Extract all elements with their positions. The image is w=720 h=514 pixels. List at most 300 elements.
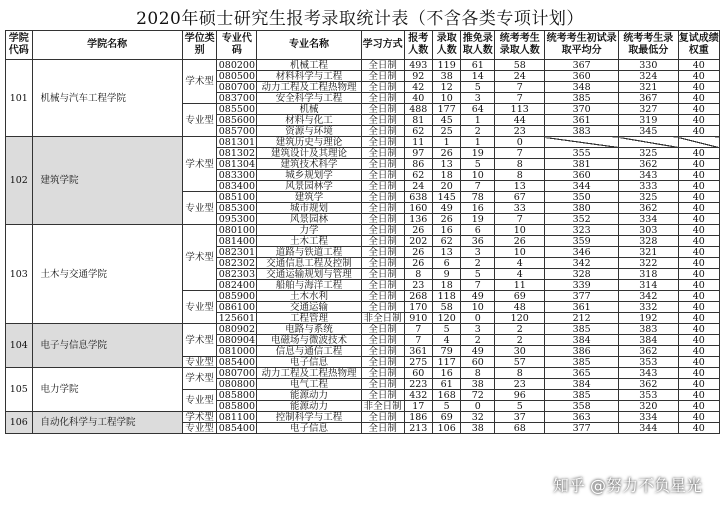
college-code: 102 [6, 137, 33, 225]
major-name: 风景园林学 [257, 181, 361, 192]
avg-score: 352 [545, 214, 619, 225]
admitted: 13 [432, 247, 460, 258]
weight: 40 [678, 104, 719, 115]
exam-admitted: 11 [495, 280, 545, 291]
exam-admitted: 57 [495, 357, 545, 368]
major-code: 085600 [218, 114, 255, 126]
admitted: 79 [432, 346, 460, 357]
min-score: 342 [619, 291, 679, 302]
major-code: 080700 [218, 81, 255, 93]
avg-score: 385 [545, 93, 619, 104]
table-row [6, 60, 720, 71]
exam-admitted: 10 [495, 247, 545, 258]
applicants: 213 [404, 423, 432, 434]
major-code: 083400 [218, 180, 255, 192]
min-score: 322 [619, 258, 679, 269]
table-row [6, 324, 720, 335]
avg-score: 365 [545, 368, 619, 379]
avg-score: 384 [545, 379, 619, 390]
major-name: 电子信息 [257, 357, 361, 368]
recommended: 5 [461, 82, 495, 93]
avg-score: 344 [545, 181, 619, 192]
avg-score: 383 [545, 126, 619, 137]
avg-score: 386 [545, 346, 619, 357]
min-score: 321 [619, 247, 679, 258]
header-exam-admitted: 统考考生录取人数 [495, 31, 545, 60]
exam-admitted: 30 [495, 346, 545, 357]
study-mode: 全日制 [361, 203, 404, 214]
major-code: 082302 [218, 257, 255, 269]
weight: 40 [678, 247, 719, 258]
weight: 40 [678, 60, 719, 71]
table-title: 2020年硕士研究生报考录取统计表（不含各类专项计划） [136, 9, 584, 29]
major-code: 082301 [218, 246, 255, 258]
study-mode: 全日制 [361, 280, 404, 291]
avg-score: 384 [545, 335, 619, 346]
avg-score: 358 [545, 401, 619, 412]
major-name: 能源动力 [257, 401, 361, 412]
study-mode: 全日制 [361, 126, 404, 137]
weight: 40 [678, 82, 719, 93]
study-mode: 全日制 [361, 192, 404, 203]
admitted: 9 [432, 269, 460, 280]
admitted: 119 [432, 60, 460, 71]
recommended: 60 [461, 357, 495, 368]
applicants: 60 [404, 368, 432, 379]
min-score: 319 [619, 115, 679, 126]
recommended: 19 [461, 214, 495, 225]
weight: 40 [678, 115, 719, 126]
weight: 40 [678, 269, 719, 280]
admitted: 18 [432, 170, 460, 181]
degree-type: 专业型 [182, 357, 217, 368]
avg-score: 355 [545, 148, 619, 159]
study-mode: 全日制 [361, 335, 404, 346]
major-code: 080904 [218, 334, 255, 346]
avg-score: 360 [545, 170, 619, 181]
degree-type: 学术型 [182, 137, 217, 192]
major-code: 085400 [218, 422, 255, 434]
study-mode: 非全日制 [361, 401, 404, 412]
recommended: 1 [461, 137, 495, 148]
admitted: 120 [432, 313, 460, 324]
avg-score: 360 [545, 71, 619, 82]
exam-admitted: 13 [495, 181, 545, 192]
major-name: 机械 [257, 104, 361, 115]
major-name: 动力工程及工程热物理 [257, 368, 361, 379]
major-code: 085700 [218, 125, 255, 137]
major-name: 能源动力 [257, 390, 361, 401]
admitted: 16 [432, 225, 460, 236]
study-mode: 全日制 [361, 423, 404, 434]
applicants: 24 [404, 181, 432, 192]
study-mode: 全日制 [361, 291, 404, 302]
admission-table [5, 30, 720, 434]
watermark: 知乎 @努力不负星光 [552, 476, 702, 495]
study-mode: 全日制 [361, 247, 404, 258]
avg-score: 361 [545, 115, 619, 126]
study-mode: 全日制 [361, 302, 404, 313]
exam-admitted: 68 [495, 423, 545, 434]
exam-admitted: 7 [495, 214, 545, 225]
weight: 40 [678, 93, 719, 104]
recommended: 5 [461, 269, 495, 280]
applicants: 11 [404, 137, 432, 148]
weight: 40 [678, 170, 719, 181]
study-mode: 全日制 [361, 357, 404, 368]
admitted: 5 [432, 324, 460, 335]
avg-score: 328 [545, 269, 619, 280]
recommended: 3 [461, 324, 495, 335]
recommended: 3 [461, 247, 495, 258]
weight: 40 [678, 335, 719, 346]
admitted: 62 [432, 236, 460, 247]
recommended: 32 [461, 412, 495, 423]
min-score: 353 [619, 357, 679, 368]
header-admitted: 录取人数 [432, 31, 460, 60]
applicants: 62 [404, 170, 432, 181]
applicants: 910 [404, 313, 432, 324]
major-name: 电路与系统 [257, 324, 361, 335]
major-name: 建筑历史与理论 [257, 137, 361, 148]
weight: 40 [678, 401, 719, 412]
exam-admitted: 96 [495, 390, 545, 401]
major-code: 085800 [218, 400, 255, 412]
admitted: 1 [432, 137, 460, 148]
college-name: 电力学院 [32, 368, 182, 412]
recommended: 36 [461, 236, 495, 247]
admitted: 117 [432, 357, 460, 368]
weight: 40 [678, 148, 719, 159]
exam-admitted: 8 [495, 368, 545, 379]
college-name: 土木与交通学院 [32, 225, 182, 324]
college-code: 104 [6, 324, 33, 368]
exam-admitted: 7 [495, 82, 545, 93]
applicants: 488 [404, 104, 432, 115]
header-row [6, 31, 720, 60]
header-applicants: 报考人数 [404, 31, 432, 60]
min-score: 344 [619, 423, 679, 434]
admitted: 69 [432, 412, 460, 423]
weight: 40 [678, 302, 719, 313]
weight: 40 [678, 346, 719, 357]
recommended: 7 [461, 280, 495, 291]
avg-score: 363 [545, 412, 619, 423]
major-name: 机械工程 [257, 60, 361, 71]
admitted: 118 [432, 291, 460, 302]
major-code: 081100 [218, 411, 255, 423]
min-score: 325 [619, 192, 679, 203]
avg-score: 339 [545, 280, 619, 291]
applicants: 8 [404, 269, 432, 280]
study-mode: 全日制 [361, 148, 404, 159]
min-score: 328 [619, 236, 679, 247]
major-name: 建筑技术科学 [257, 159, 361, 170]
applicants: 17 [404, 401, 432, 412]
study-mode: 全日制 [361, 258, 404, 269]
weight: 40 [678, 280, 719, 291]
weight: 40 [678, 379, 719, 390]
header-min-score: 统考考生录取最低分 [619, 31, 679, 60]
study-mode: 全日制 [361, 368, 404, 379]
study-mode: 全日制 [361, 390, 404, 401]
exam-admitted: 113 [495, 104, 545, 115]
header-weight: 复试成绩权重 [678, 31, 719, 60]
header-college-name: 学院名称 [32, 31, 182, 60]
avg-score: 385 [545, 390, 619, 401]
major-code: 081301 [218, 136, 255, 148]
min-score: 327 [619, 104, 679, 115]
min-score: 345 [619, 126, 679, 137]
major-code: 082400 [218, 279, 255, 291]
min-score: 343 [619, 170, 679, 181]
weight: 40 [678, 203, 719, 214]
avg-score: 350 [545, 192, 619, 203]
recommended: 1 [461, 115, 495, 126]
min-score: 332 [619, 302, 679, 313]
exam-admitted: 7 [495, 93, 545, 104]
degree-type: 学术型 [182, 368, 217, 390]
weight: 40 [678, 423, 719, 434]
table-row [6, 137, 720, 148]
weight: 40 [678, 291, 719, 302]
exam-admitted: 23 [495, 379, 545, 390]
exam-admitted: 4 [495, 269, 545, 280]
applicants: 170 [404, 302, 432, 313]
major-name: 交通运输 [257, 302, 361, 313]
min-score: 362 [619, 379, 679, 390]
applicants: 97 [404, 148, 432, 159]
recommended: 49 [461, 291, 495, 302]
admitted: 61 [432, 379, 460, 390]
avg-score: 385 [545, 357, 619, 368]
avg-score: 323 [545, 225, 619, 236]
major-code: 081304 [218, 158, 255, 170]
applicants: 223 [404, 379, 432, 390]
recommended: 0 [461, 401, 495, 412]
min-score: 330 [619, 60, 679, 71]
study-mode: 全日制 [361, 115, 404, 126]
major-code: 081000 [218, 345, 255, 357]
college-name: 建筑学院 [32, 137, 182, 225]
study-mode: 全日制 [361, 93, 404, 104]
admitted: 26 [432, 148, 460, 159]
recommended: 0 [461, 313, 495, 324]
admitted: 12 [432, 82, 460, 93]
major-name: 工程管理 [257, 313, 361, 324]
major-code: 080902 [218, 323, 255, 335]
applicants: 493 [404, 60, 432, 71]
study-mode: 非全日制 [361, 313, 404, 324]
major-code: 085500 [218, 103, 255, 115]
admitted: 13 [432, 159, 460, 170]
admitted: 45 [432, 115, 460, 126]
major-code: 080500 [218, 70, 255, 82]
applicants: 40 [404, 93, 432, 104]
avg-score [545, 137, 619, 148]
major-code: 081302 [218, 147, 255, 159]
admitted: 10 [432, 93, 460, 104]
exam-admitted: 26 [495, 236, 545, 247]
min-score: 325 [619, 148, 679, 159]
admitted: 5 [432, 401, 460, 412]
major-name: 电气工程 [257, 379, 361, 390]
major-name: 电子信息 [257, 423, 361, 434]
applicants: 62 [404, 126, 432, 137]
min-score: 321 [619, 82, 679, 93]
college-code: 103 [6, 225, 33, 324]
applicants: 361 [404, 346, 432, 357]
admitted: 168 [432, 390, 460, 401]
major-code: 083700 [218, 92, 255, 104]
weight: 40 [678, 71, 719, 82]
recommended: 16 [461, 203, 495, 214]
admitted: 177 [432, 104, 460, 115]
weight: 40 [678, 126, 719, 137]
min-score: 362 [619, 203, 679, 214]
weight: 40 [678, 236, 719, 247]
avg-score: 370 [545, 104, 619, 115]
major-code: 080100 [218, 224, 255, 236]
degree-type: 学术型 [182, 60, 217, 104]
applicants: 86 [404, 159, 432, 170]
recommended: 38 [461, 423, 495, 434]
avg-score: 385 [545, 324, 619, 335]
major-name: 材料科学与工程 [257, 71, 361, 82]
exam-admitted: 8 [495, 159, 545, 170]
exam-admitted: 8 [495, 170, 545, 181]
header-recommended: 推免录取人数 [461, 31, 495, 60]
header-avg-score: 统考考生初试录取平均分 [545, 31, 619, 60]
exam-admitted: 58 [495, 60, 545, 71]
min-score: 367 [619, 93, 679, 104]
admitted: 18 [432, 280, 460, 291]
applicants: 26 [404, 225, 432, 236]
major-name: 控制科学与工程 [257, 412, 361, 423]
major-code: 080800 [218, 378, 255, 390]
avg-score: 361 [545, 302, 619, 313]
degree-type: 专业型 [182, 192, 217, 225]
major-code: 085100 [218, 191, 255, 203]
study-mode: 全日制 [361, 225, 404, 236]
exam-admitted: 2 [495, 324, 545, 335]
degree-type: 学术型 [182, 324, 217, 357]
min-score: 362 [619, 159, 679, 170]
major-code: 080200 [218, 59, 255, 71]
applicants: 275 [404, 357, 432, 368]
admitted: 49 [432, 203, 460, 214]
weight: 40 [678, 390, 719, 401]
recommended: 7 [461, 181, 495, 192]
applicants: 136 [404, 214, 432, 225]
applicants: 638 [404, 192, 432, 203]
study-mode: 全日制 [361, 379, 404, 390]
admitted: 16 [432, 368, 460, 379]
min-score: 353 [619, 390, 679, 401]
min-score: 384 [619, 335, 679, 346]
header-major-code: 专业代码 [217, 31, 257, 60]
exam-admitted: 2 [495, 335, 545, 346]
header-college-code: 学院代码 [6, 31, 33, 60]
min-score: 318 [619, 269, 679, 280]
major-code: 086100 [218, 301, 255, 313]
recommended: 2 [461, 258, 495, 269]
recommended: 10 [461, 302, 495, 313]
major-name: 材料与化工 [257, 115, 361, 126]
avg-score: 367 [545, 60, 619, 71]
avg-score: 377 [545, 291, 619, 302]
study-mode: 全日制 [361, 104, 404, 115]
weight: 40 [678, 192, 719, 203]
college-name: 电子与信息学院 [32, 324, 182, 368]
exam-admitted: 23 [495, 126, 545, 137]
recommended: 78 [461, 192, 495, 203]
applicants: 26 [404, 247, 432, 258]
applicants: 81 [404, 115, 432, 126]
recommended: 8 [461, 368, 495, 379]
avg-score: 212 [545, 313, 619, 324]
exam-admitted: 33 [495, 203, 545, 214]
weight: 40 [678, 313, 719, 324]
major-name: 土木水利 [257, 291, 361, 302]
min-score: 334 [619, 412, 679, 423]
major-name: 交通信息工程及控制 [257, 258, 361, 269]
recommended: 6 [461, 225, 495, 236]
weight: 40 [678, 225, 719, 236]
weight: 40 [678, 357, 719, 368]
recommended: 5 [461, 159, 495, 170]
exam-admitted: 67 [495, 192, 545, 203]
min-score: 314 [619, 280, 679, 291]
exam-admitted: 10 [495, 225, 545, 236]
applicants: 7 [404, 324, 432, 335]
avg-score: 342 [545, 258, 619, 269]
weight: 40 [678, 412, 719, 423]
exam-admitted: 5 [495, 401, 545, 412]
recommended: 2 [461, 335, 495, 346]
admitted: 38 [432, 71, 460, 82]
min-score: 333 [619, 181, 679, 192]
exam-admitted: 7 [495, 148, 545, 159]
study-mode: 全日制 [361, 159, 404, 170]
recommended: 3 [461, 93, 495, 104]
major-name: 城乡规划学 [257, 170, 361, 181]
study-mode: 全日制 [361, 214, 404, 225]
applicants: 186 [404, 412, 432, 423]
recommended: 2 [461, 126, 495, 137]
study-mode: 全日制 [361, 60, 404, 71]
major-code: 085900 [218, 290, 255, 302]
major-name: 信息与通信工程 [257, 346, 361, 357]
exam-admitted: 48 [495, 302, 545, 313]
degree-type: 学术型 [182, 412, 217, 423]
avg-score: 381 [545, 159, 619, 170]
min-score: 343 [619, 368, 679, 379]
min-score: 192 [619, 313, 679, 324]
weight: 40 [678, 214, 719, 225]
major-name: 力学 [257, 225, 361, 236]
major-name: 船舶与海洋工程 [257, 280, 361, 291]
study-mode: 全日制 [361, 269, 404, 280]
degree-type: 专业型 [182, 291, 217, 324]
avg-score: 346 [545, 247, 619, 258]
weight [678, 137, 719, 148]
applicants: 160 [404, 203, 432, 214]
avg-score: 380 [545, 203, 619, 214]
major-name: 土木工程 [257, 236, 361, 247]
degree-type: 专业型 [182, 390, 217, 412]
major-name: 交通运输规划与管理 [257, 269, 361, 280]
